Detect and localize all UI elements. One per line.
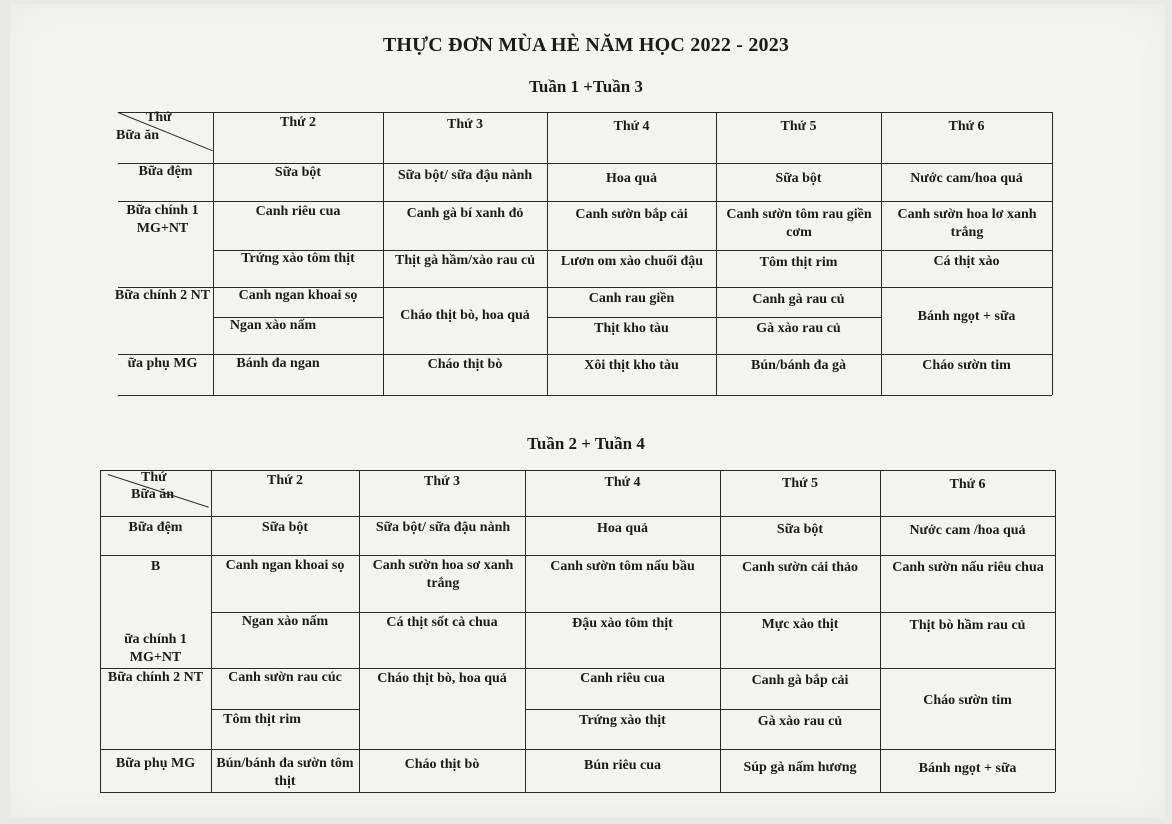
menu-cell: Mực xào thịt [761,617,839,632]
menu-cell: Canh riêu cua [255,204,341,219]
week-1-heading: Tuần 1 +Tuần 3 [529,77,643,96]
menu-cell: Nước cam/hoa quả [910,171,1023,186]
day-header: Thứ 3 [446,117,484,132]
menu-cell: Bánh đa ngan [236,356,320,371]
menu-cell: Sữa bột/ sữa đậu nành [375,520,511,535]
menu-cell: Bún riêu cua [583,758,661,773]
day-header: Thứ 3 [423,474,461,489]
day-header: Thứ 2 [266,473,304,488]
menu-cell: Canh sườn rau cúc [228,670,342,685]
menu-cell: Canh sườn hoa lơ xanh trắng [897,207,1037,240]
menu-cell: Cháo sườn tim [923,693,1012,708]
menu-cell: Canh sườn hoa sơ xanh trắng [372,558,514,591]
menu-cell: Cháo thịt bò [404,757,480,772]
menu-cell: Ngan xào nấm [229,318,317,333]
day-header: Thứ 2 [279,115,317,130]
menu-cell: Cháo thịt bò [427,357,503,372]
menu-cell: Súp gà nấm hương [743,760,857,775]
menu-cell: Cá thịt sốt cà chua [386,615,498,630]
menu-cell: Lươn om xào chuối đậu [560,254,704,269]
menu-cell: Canh sườn tôm rau giền cơm [726,207,872,240]
day-header: Thứ 5 [781,476,819,491]
menu-cell: Gà xào rau củ [757,714,843,729]
menu-cell: Trứng xào thịt [579,713,666,728]
menu-cell: Canh gà rau củ [752,292,845,307]
menu-cell: Cháo thịt bò, hoa quả [377,671,507,686]
day-header: Thứ 4 [604,475,641,490]
menu-cell: Canh sườn tôm nấu bầu [550,559,695,574]
row-label-main-1-start: B [150,559,161,574]
menu-cell: Tôm thịt rim [759,255,838,270]
menu-cell: Cháo sườn tim [922,358,1011,373]
menu-cell: Sữa bột [274,165,322,180]
menu-cell: Trứng xào tôm thịt [241,251,355,266]
menu-cell: Bánh ngọt + sữa [917,309,1016,324]
menu-cell: Canh riêu cua [580,671,665,686]
menu-cell: Thịt bò hầm rau củ [909,618,1026,633]
menu-cell: Ngan xào nấm [241,614,329,629]
menu-cell: Bánh ngọt + sữa [918,761,1017,776]
page-title: THỰC ĐƠN MÙA HÈ NĂM HỌC 2022 - 2023 [382,34,790,56]
menu-cell: Canh gà bắp cải [751,673,849,688]
menu-cell: Tôm thịt rim [223,712,301,727]
menu-cell: Sữa bột [775,171,822,186]
menu-cell: Thịt gà hầm/xào rau củ [394,253,535,268]
corner-meal-label: Bữa ăn [116,128,160,143]
row-label-side: ữa phụ MG [127,356,198,371]
menu-cell: Canh sườn nấu riêu chua [892,560,1044,575]
week-2-heading: Tuần 2 + Tuần 4 [527,434,645,453]
menu-cell: Bún/bánh đa gà [751,358,846,373]
day-header: Thứ 4 [613,119,650,134]
menu-cell: Canh rau giền [588,291,675,306]
menu-cell: Cá thịt xào [933,254,1000,269]
menu-cell: Canh sườn cải thảo [741,560,859,575]
menu-cell: Hoa quả [606,171,657,186]
day-header: Thứ 6 [948,119,985,134]
menu-cell: Canh sườn bắp cải [575,207,688,222]
menu-cell: Đậu xào tôm thịt [572,616,673,631]
row-label-snack: Bữa đệm [128,520,183,535]
day-header: Thứ 6 [949,477,986,492]
corner-day-label: Thứ [146,110,172,125]
menu-cell: Sữa bột [261,520,309,535]
row-label-snack: Bữa đệm [138,164,193,179]
corner-day-label: Thứ [141,470,167,485]
row-label-side: Bữa phụ MG [115,756,196,771]
menu-cell: Gà xào rau củ [756,321,841,336]
menu-cell: Sữa bột/ sữa đậu nành [397,168,533,183]
menu-cell: Nước cam /hoa quả [909,523,1026,538]
row-label-main-1: ữa chính 1 MG+NT [124,632,187,665]
menu-cell: Cháo thịt bò, hoa quả [400,308,530,323]
corner-meal-label: Bữa ăn [131,487,175,502]
row-label-main-2: Bữa chính 2 NT [107,670,204,685]
menu-cell: Xôi thịt kho tàu [584,358,679,373]
menu-cell: Sữa bột [776,522,824,537]
row-label-main-2: Bữa chính 2 NT [114,288,211,303]
menu-cell: Thịt kho tàu [594,321,669,336]
menu-cell: Canh ngan khoai sọ [238,288,358,303]
menu-cell: Hoa quả [597,521,648,536]
menu-cell: Canh gà bí xanh đỏ [406,206,524,221]
day-header: Thứ 5 [780,119,817,134]
row-label-main-1: Bữa chính 1 MG+NT [126,203,199,236]
menu-cell: Bún/bánh đa sườn tôm thịt [216,756,354,789]
menu-cell: Canh ngan khoai sọ [225,558,345,573]
